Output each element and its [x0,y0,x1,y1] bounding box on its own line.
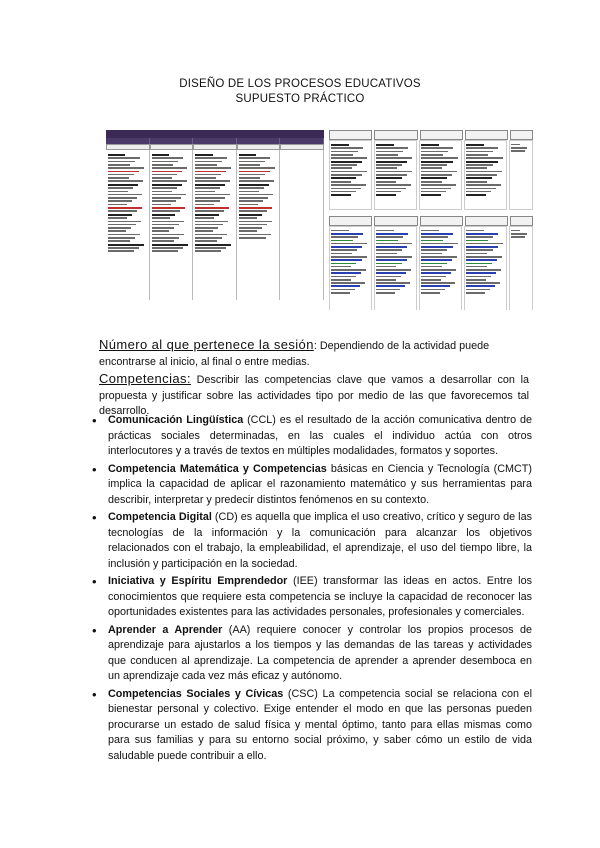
document-subtitle: SUPUESTO PRÁCTICO [235,93,365,105]
session-text: : Dependiendo de la actividad puede encontrarse al inicio, al final o entre medias. [99,340,490,368]
session-paragraph [99,337,529,370]
session-label: Número al que pertenece la sesión [99,337,314,352]
list-item: • Competencias Sociales y Cívicas (CSC) La competencia social se relaciona con el bienestar personal y colectivo. Exige entender el modo en que las personas pueden procurarse un estado de salud física y mental óptimo, tanto para ellas mismas como para sus familias y para su entorno social próximo, y saber cómo un estilo de vida saludable puede contribuir a ello. [96,687,532,765]
competencias-list [96,413,532,766]
planning-table-image-right [328,130,534,310]
list-item: • Competencia Matemática y Competencias básicas en Ciencia y Tecnología (CMCT) implica la capacidad de aplicar el razonamiento matemático y sus herramientas para describir, interpretar y predecir distintos fenómenos en su contexto. [96,462,532,509]
planning-table-image-left [106,130,324,300]
list-item: • Competencia Digital (CD) es aquella que implica el uso creativo, crítico y seguro de las tecnologías de la información y la comunicación para alcanzar los objetivos relacionados con el trabajo, la empleabilidad, el aprendizaje, el uso del tiempo libre, la inclusión y participación en la sociedad. [96,510,532,572]
list-item: • Aprender a Aprender (AA) requiere conocer y controlar los propios procesos de aprendizaje para ajustarlos a los tiempos y las demandas de las tareas y actividades que conducen al aprendizaje. La competencia de aprender a aprender desemboca en un aprendizaje cada vez más eficaz y autónomo. [96,623,532,685]
list-item: • Iniciativa y Espíritu Emprendedor (IEE) transformar las ideas en actos. Entre los conocimientos que requiere esta competencia se incluye la capacidad de reconocer las oportunidades existentes para las actividades personales, profesionales y comerciales. [96,574,532,621]
competencias-text: Describir las competencias clave que vamos a desarrollar con la propuesta y justificar sobre las actividades tipo por medio de las que favorecemos tal desarrollo. [99,374,529,417]
table-row [328,140,534,210]
document-title: DISEÑO DE LOS PROCESOS EDUCATIVOS [179,78,421,90]
list-item: • Comunicación Lingüística (CCL) es el resultado de la acción comunicativa dentro de prácticas sociales determinadas, en las cuales el individuo actúa con otros interlocutores y a través de textos en múltiples modalidades, formatos y soportes. [96,413,532,460]
table-header-row [328,130,534,140]
table-row [328,226,534,310]
table-header-bar [106,130,324,138]
table-body [106,150,324,300]
competencias-label: Competencias: [99,371,191,386]
table-header-row [328,216,534,226]
